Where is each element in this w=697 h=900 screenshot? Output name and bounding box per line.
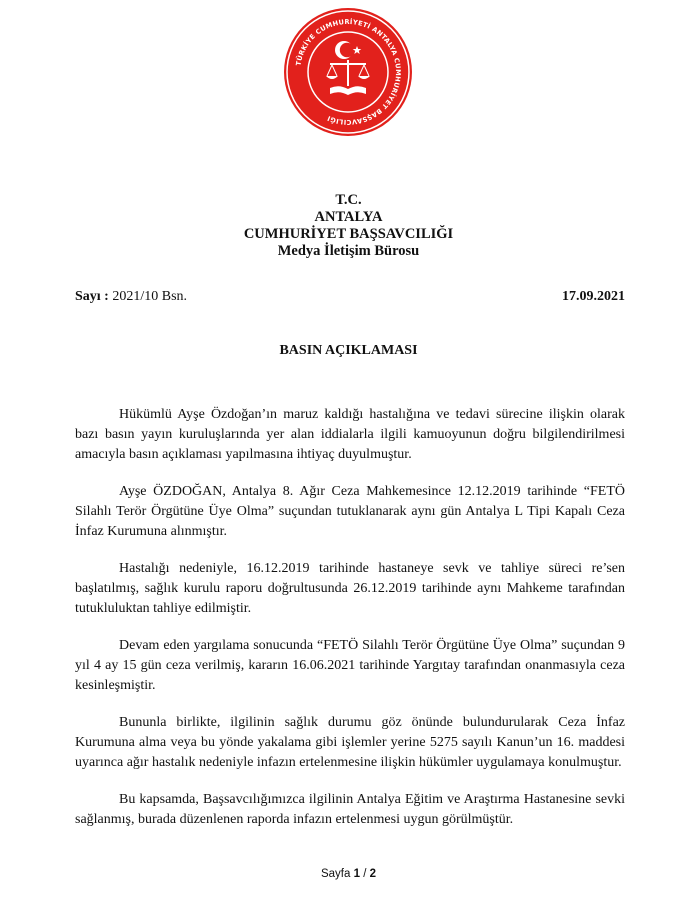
page-total: 2 bbox=[369, 868, 377, 880]
reference-label: Sayı : bbox=[75, 289, 109, 304]
reference-number bbox=[75, 289, 187, 305]
page-label: Sayfa bbox=[320, 868, 351, 880]
reference-value: 2021/10 Bsn. bbox=[112, 289, 188, 304]
document-header bbox=[0, 192, 697, 260]
header-city: ANTALYA bbox=[314, 209, 383, 225]
document-body bbox=[75, 405, 625, 847]
paragraph: Ayşe ÖZDOĞAN, Antalya 8. Ağır Ceza Mahkemesince 12.12.2019 tarihinde “FETÖ Silahlı Terör Örgütüne Üye Olma” suçundan tutuklanarak aynı gün Antalya L Tipi Kapalı Ceza İnfaz Kurumuna alınmıştır. bbox=[75, 484, 625, 539]
paragraph: Hastalığı nedeniyle, 16.12.2019 tarihinde hastaneye sevk ve tahliye süreci re’sen başlatılmış, sağlık kurulu raporu doğrultusunda 26.12.2019 tarihinde aynı Mahkeme tarafından tutukluluktan tahliye edilmiştir. bbox=[75, 561, 625, 616]
paragraph: Bu kapsamda, Başsavcılığımızca ilgilinin Antalya Eğitim ve Araştırma Hastanesine sevki sağlanmış, burada düzenlenen raporda infazın ertelenmesi uygun görülmüştür. bbox=[75, 792, 625, 827]
paragraph: Devam eden yargılama sonucunda “FETÖ Silahlı Terör Örgütüne Üye Olma” suçundan 9 yıl 4 ay 15 gün ceza verilmiş, kararın 16.06.2021 tarihinde Yargıtay tarafından onanmasıyla ceza kesinleşmiştir. bbox=[75, 638, 625, 693]
header-office: Medya İletişim Bürosu bbox=[277, 243, 420, 259]
seal-ring-text: TÜRKİYE CUMHURİYETİ ANTALYA CUMHURİYET BAŞSAVCILIĞI bbox=[294, 17, 403, 127]
seal-logo-icon bbox=[282, 6, 414, 138]
document-date: 17.09.2021 bbox=[562, 289, 625, 304]
document-title: BASIN AÇIKLAMASI bbox=[279, 343, 418, 358]
paragraph: Bununla birlikte, ilgilinin sağlık durumu göz önünde bulundurularak Ceza İnfaz Kurumuna alma veya bu yönde yakalama gibi işlemler yerine 5275 sayılı Kanun’un 16. maddesi uyarınca ağır hastalık nedeniyle infazın ertelenmesine ilişkin hükümler uygulamaya konulmuştur. bbox=[75, 715, 625, 770]
page-separator: / bbox=[363, 868, 367, 880]
paragraph: Hükümlü Ayşe Özdoğan’ın maruz kaldığı hastalığına ve tedavi sürecine ilişkin olarak bazı basın yayın kuruluşlarında yer alan iddialarla ilgili kamuoyunun doğru bilgilendirilmesi amacıyla basın açıklaması yapılmasına ihtiyaç duyulmuştur. bbox=[75, 407, 625, 462]
header-tc: T.C. bbox=[335, 192, 362, 208]
header-institution: CUMHURİYET BAŞSAVCILIĞI bbox=[243, 226, 454, 242]
page-current: 1 bbox=[353, 868, 360, 880]
page-number bbox=[0, 868, 697, 880]
